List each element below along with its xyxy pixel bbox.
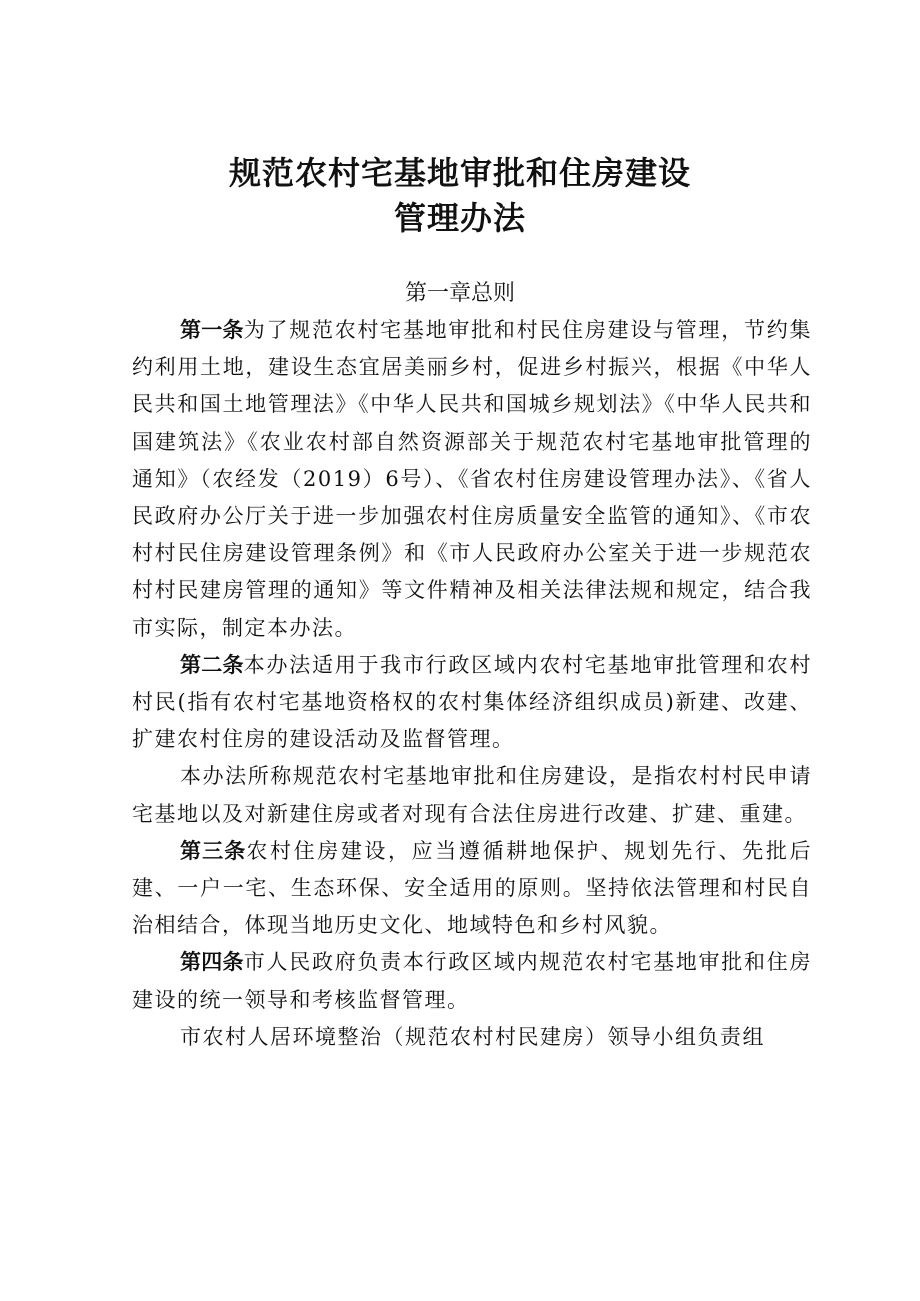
document-title-line-2: 管理办法: [393, 199, 526, 237]
paragraph-article-1: [132, 312, 812, 647]
paragraph-text: 农村住房建设，应当遵循耕地保护、规划先行、先批后建、一户一宅、生态环保、安全适用的原则。坚持依法管理和村民自治相结合，体现当地历史文化、地域特色和乡村风貌。: [132, 838, 813, 938]
paragraph-article-4: [132, 944, 812, 1018]
document-body: [132, 312, 812, 1056]
chapter-heading: 第一章总则: [404, 281, 515, 306]
paragraph-text: 市农村人居环境整治（规范农村村民建房）领导小组负责组: [180, 1024, 765, 1049]
paragraph-article-3: [132, 833, 812, 945]
article-number: 第四条: [180, 950, 244, 975]
paragraph-article-2: [132, 647, 812, 759]
article-number: 第一条: [180, 318, 244, 342]
document-title-line-1: 规范农村宅基地审批和住房建设: [228, 154, 691, 192]
paragraph-text: 本办法适用于我市行政区域内农村宅基地审批管理和农村村民(指有农村宅基地资格权的农村集体经济组织成员)新建、改建、扩建农村住房的建设活动及监督管理。: [132, 652, 813, 752]
article-number: 第三条: [180, 838, 247, 863]
paragraph-article-2-definition: [132, 758, 812, 832]
article-number: 第二条: [180, 652, 244, 677]
paragraph-article-4-continued: [132, 1019, 812, 1056]
paragraph-text: 为了规范农村宅基地审批和村民住房建设与管理，节约集约利用土地，建设生态宜居美丽乡村，促进乡村振兴，根据《中华人民共和国土地管理法》《中华人民共和国城乡规划法》《中华人民共和国建筑法》《农业农村部自然资源部关于规范农村宅基地审批管理的通知》（农经发（2019）6号）、《省农村住房建设管理办法》、《省人民政府办公厅关于进一步加强农村住房质量安全监管的通知》、《市农村村民住房建设管理条例》和《市人民政府办公室关于进一步规范农村村民建房管理的通知》等文件精神及相关法律法规和规定，结合我市实际，制定本办法。: [132, 318, 813, 640]
paragraph-text: 本办法所称规范农村宅基地审批和住房建设，是指农村村民申请宅基地以及对新建住房或者对现有合法住房进行改建、扩建、重建。: [132, 764, 812, 826]
paragraph-text: 市人民政府负责本行政区域内规范农村宅基地审批和住房建设的统一领导和考核监督管理。: [132, 950, 813, 1012]
